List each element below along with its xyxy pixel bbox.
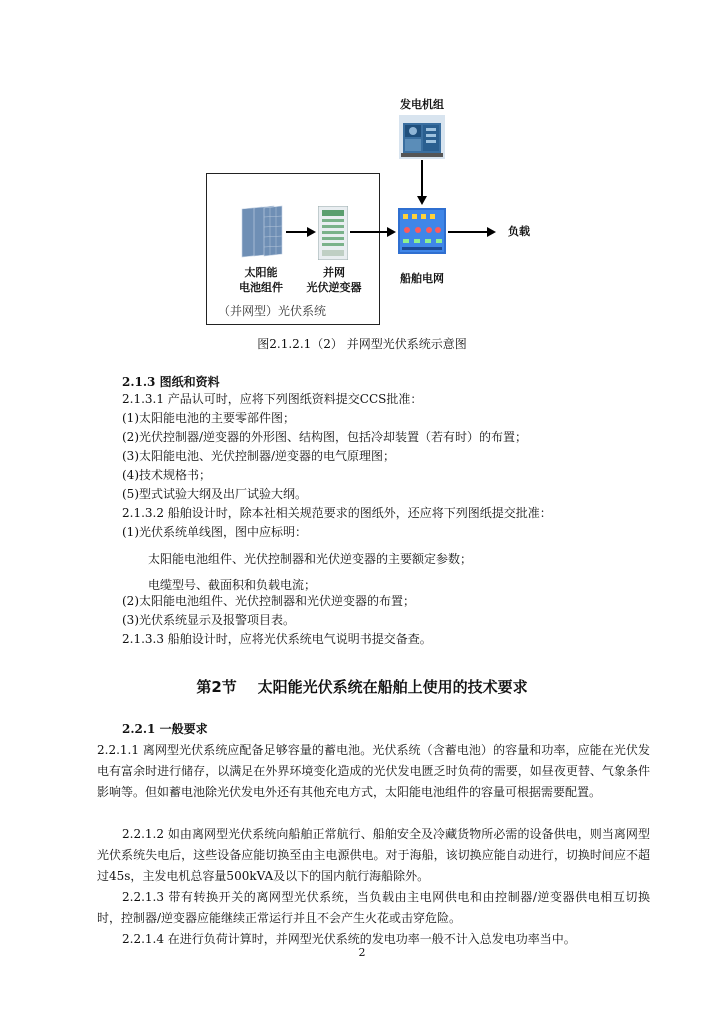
- text-line: (2)光伏控制器/逆变器的外形图、结构图，包括冷却装置（若有时）的布置；: [122, 430, 528, 444]
- indented-items: [148, 546, 472, 598]
- load-arrow-line: [448, 231, 488, 233]
- text-line: (3)太阳能电池、光伏控制器/逆变器的电气原理图；: [122, 449, 396, 463]
- ship-grid-icon: [398, 208, 446, 254]
- text-line: (1)太阳能电池的主要零部件图；: [122, 411, 295, 425]
- solar-panel-icon: [240, 205, 284, 259]
- page-number: 2: [358, 946, 366, 959]
- text-line: 2.1.3.2 船舶设计时，除本社相关规范要求的图纸外，还应将下列图纸提交批准：: [122, 506, 552, 520]
- figure-caption: 图2.1.2.1（2） 并网型光伏系统示意图: [257, 337, 467, 351]
- section-2-1-3-heading: 2.1.3 图纸和资料: [122, 375, 220, 389]
- text-line: 2.1.3.1 产品认可时，应将下列图纸资料提交CCS批准：: [122, 392, 423, 406]
- generator-label: 发电机组: [400, 98, 444, 111]
- solar-arrow-head: [307, 227, 316, 237]
- solar-label-line1: 太阳能: [244, 266, 278, 279]
- text-line: (1)光伏系统单线图，图中应标明：: [122, 525, 307, 539]
- generator-arrow-line: [421, 160, 423, 197]
- load-label: 负载: [508, 225, 530, 238]
- load-arrow-head: [487, 227, 496, 237]
- solar-arrow-line: [286, 231, 308, 233]
- paragraph-2-2-1-3: [97, 887, 650, 929]
- ship-grid-label: 船舶电网: [400, 272, 444, 285]
- section-title: 第2节 太阳能光伏系统在船舶上使用的技术要求: [196, 678, 528, 696]
- inverter-arrow-line: [350, 231, 388, 233]
- indented-line: 太阳能电池组件、光伏控制器和光伏逆变器的主要额定参数；: [148, 552, 473, 566]
- paragraph-2-2-1-2: [97, 824, 650, 887]
- text-line: (4)技术规格书；: [122, 468, 211, 482]
- text-line: (3)光伏系统显示及报警项目表。: [122, 613, 295, 627]
- paragraph-text: 2.2.1.1 离网型光伏系统应配备足够容量的蓄电池。光伏系统（含蓄电池）的容量和功率，应能在光伏发电有富余时进行储存，以满足在外界环境变化造成的光伏发电匮乏时负荷的需要，如昼夜更替、气象条件影响等。但如蓄电池除光伏发电外还有其他充电方式，太阳能电池组件的容量可根据需要配置。: [97, 743, 650, 799]
- text-line: 2.1.3.3 船舶设计时，应将光伏系统电气说明书提交备查。: [122, 632, 432, 646]
- text-line: (5)型式试验大纲及出厂试验大纲。: [122, 487, 307, 501]
- generator-arrow-head: [417, 196, 427, 205]
- paragraph-text: 2.2.1.2 如由离网型光伏系统向船舶正常航行、船舶安全及冷藏货物所必需的设备供电，则当离网型光伏系统失电后，这些设备应能切换至由主电源供电。对于海船，该切换应能自动进行，切换时间应不超过45s，主发电机总容量500kVA及以下的国内航行海船除外。: [97, 827, 650, 883]
- section-2-2-1-heading: 2.2.1 一般要求: [122, 722, 208, 736]
- inverter-label-line1: 并网: [323, 266, 345, 279]
- generator-icon: [399, 115, 445, 159]
- inverter-icon: [318, 206, 348, 260]
- inverter-label-line2: 光伏逆变器: [306, 281, 362, 294]
- indented-line: 电缆型号、截面积和负载电流；: [148, 578, 317, 592]
- paragraph-2-2-1-1: [97, 740, 650, 803]
- inverter-arrow-head: [387, 227, 396, 237]
- paragraph-text: 2.2.1.3 带有转换开关的离网型光伏系统，当负载由主电网供电和由控制器/逆变器供电相互切换时，控制器/逆变器应能继续正常运行并且不会产生火花或击穿危险。: [97, 890, 650, 925]
- section-2-1-3-body: [122, 390, 552, 542]
- solar-label-line2: 电池组件: [239, 281, 283, 294]
- paragraph-text: 2.2.1.4 在进行负荷计算时，并网型光伏系统的发电功率一般不计入总发电功率当中。: [122, 932, 576, 946]
- section-2-1-3-tail: [122, 592, 432, 649]
- system-box-label: （并网型）光伏系统: [218, 304, 327, 318]
- text-line: (2)太阳能电池组件、光伏控制器和光伏逆变器的布置；: [122, 594, 416, 608]
